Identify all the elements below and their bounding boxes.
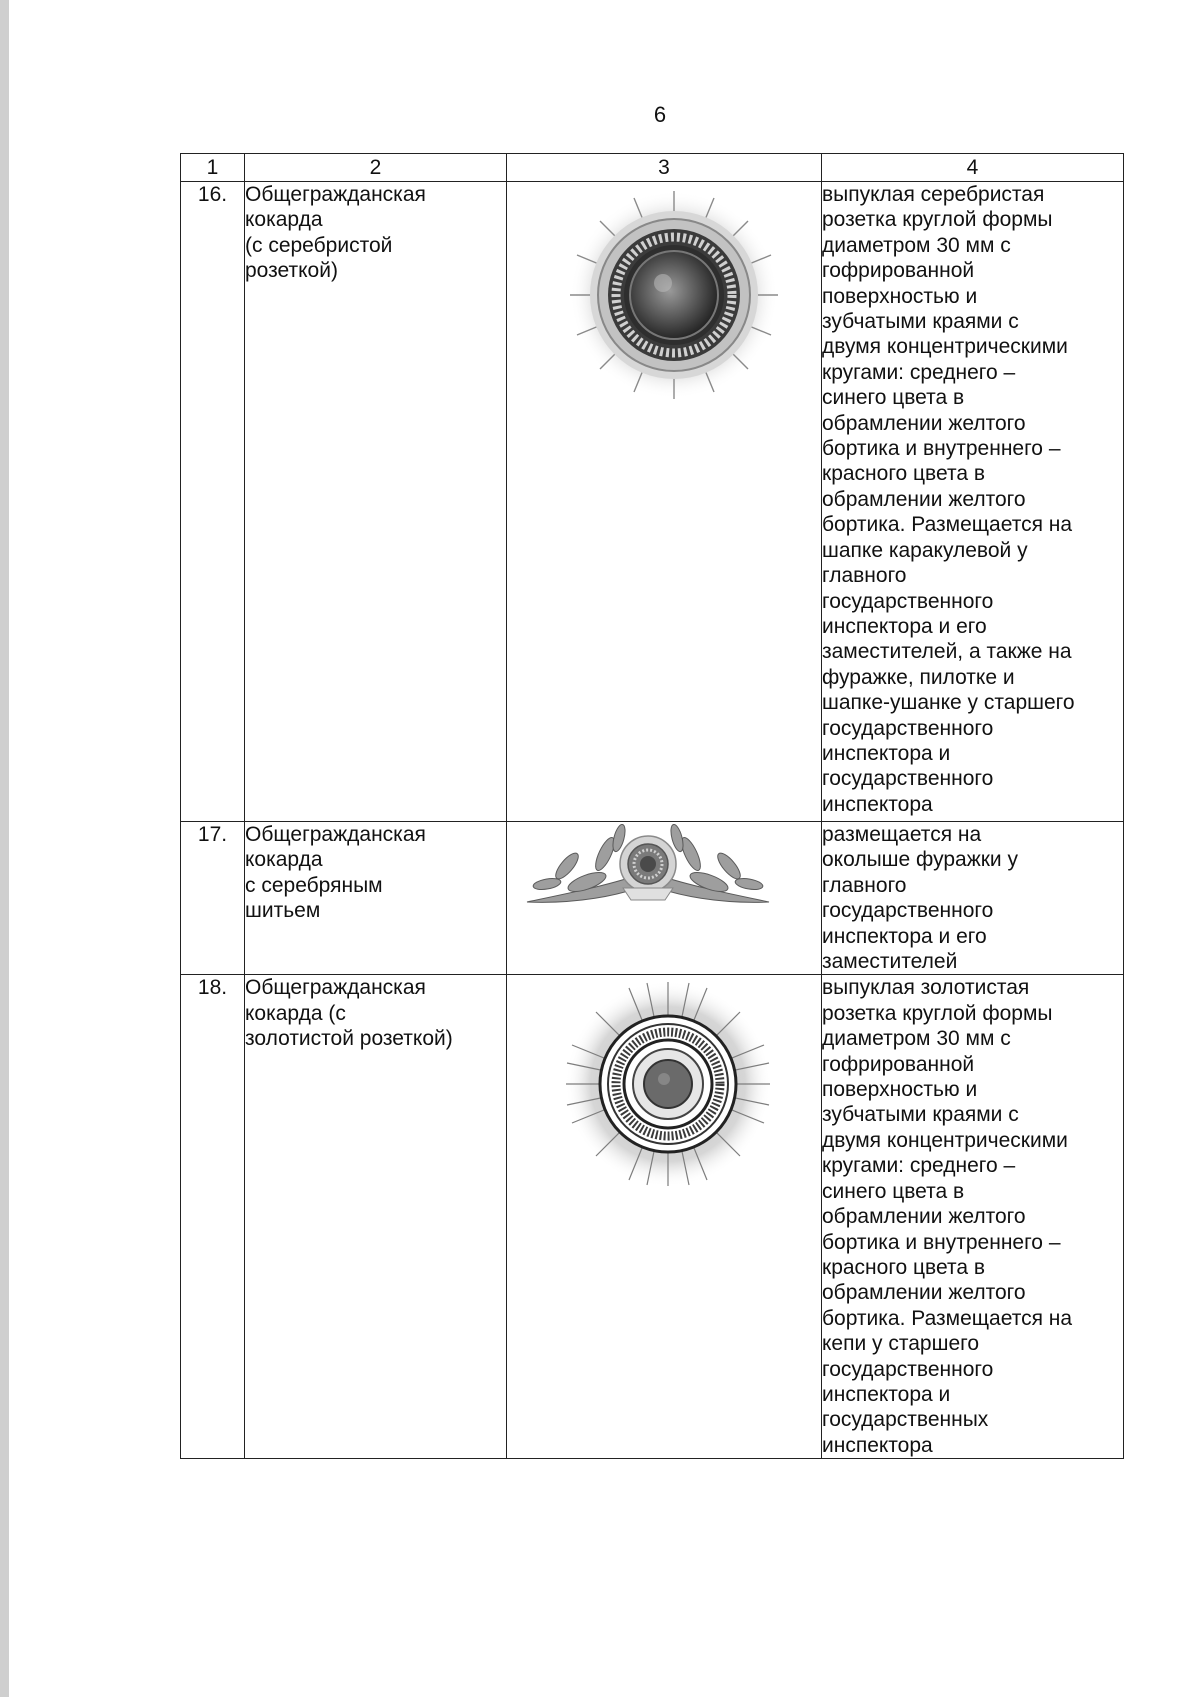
table-row [181,822,1124,975]
silver-embroidered-cockade-with-leaves-icon [525,824,771,910]
table-row [181,182,1124,822]
row-number: 17. [181,822,245,975]
item-name: Общегражданская кокарда (с золотистой розеткой) [245,975,507,1459]
column-header: 4 [822,154,1124,182]
row-number: 16. [181,182,245,822]
silver-rosette-cockade-icon [569,184,779,406]
item-name: Общегражданская кокарда (с серебристой розеткой) [245,182,507,822]
row-number: 18. [181,975,245,1459]
table-header-row [181,154,1124,182]
insignia-table [180,153,1124,1459]
page-number: 6 [653,102,667,127]
item-description: размещается на околыше фуражки у главного государственного инспектора и его заместителей [822,822,1124,975]
column-header: 1 [181,154,245,182]
item-image-cell [507,822,822,975]
item-description: выпуклая серебристая розетка круглой формы диаметром 30 мм с гофрированной поверхностью и зубчатыми краями с двумя концентрическими кругами: среднего – синего цвета в обрамлении желтого бортика и внутреннего – красного цвета в обрамлении желтого бортика. Размещается на шапке каракулевой у главного государственного инспектора и его заместителей, а также на фуражке, пилотке и шапке-ушанке у старшего государственного инспектора и государственного инспектора [822,182,1124,822]
column-header: 2 [245,154,507,182]
item-name: Общегражданская кокарда с серебряным шитьем [245,822,507,975]
item-image-cell [507,182,822,822]
column-header: 3 [507,154,822,182]
scan-edge-strip [0,0,9,1697]
gold-rosette-cockade-icon [563,979,773,1189]
table-row [181,975,1124,1459]
item-image-cell [507,975,822,1459]
item-description: выпуклая золотистая розетка круглой формы диаметром 30 мм с гофрированной поверхностью и зубчатыми краями с двумя концентрическими кругами: среднего – синего цвета в обрамлении желтого бортика и внутреннего – красного цвета в обрамлении желтого бортика. Размещается на кепи у старшего государственного инспектора и государственных инспектора [822,975,1124,1459]
